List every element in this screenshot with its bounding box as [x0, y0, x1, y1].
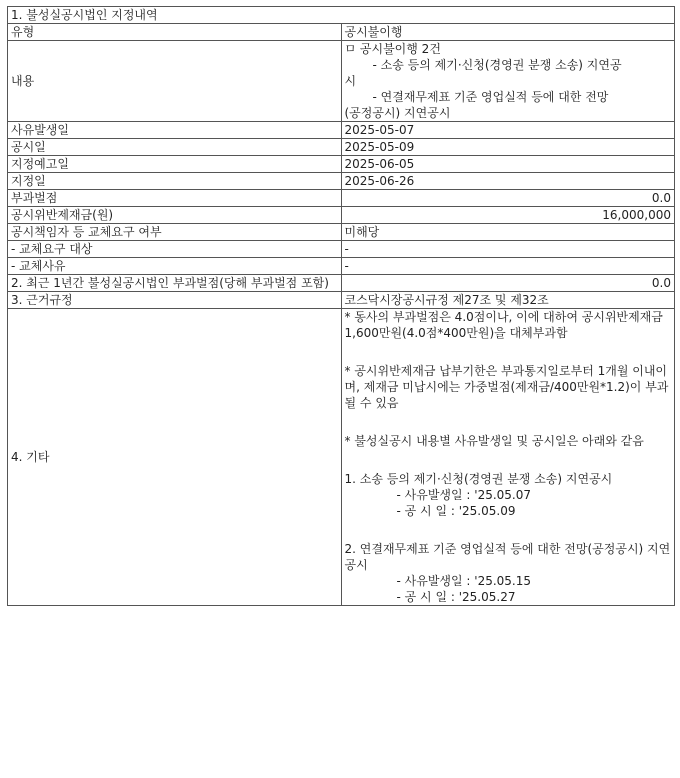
other-gap-2 [345, 411, 672, 433]
other-item1-reason: - 사유발생일 : '25.05.07 [396, 488, 532, 502]
replace-target-row [8, 241, 675, 258]
replace-reason-label: - 교체사유 [8, 258, 342, 275]
penalty-points-label: 부과벌점 [8, 190, 342, 207]
reason-date-label: 사유발생일 [8, 122, 342, 139]
pre-notice-date-row [8, 156, 675, 173]
content-line-1: ㅁ 공시불이행 2건 [344, 42, 441, 56]
content-line-5: (공정공시) 지연공시 [344, 106, 451, 120]
reason-date-row [8, 122, 675, 139]
fine-label: 공시위반제재금(원) [8, 207, 342, 224]
penalty-points-value: 0.0 [341, 190, 675, 207]
recent-points-row [8, 275, 675, 292]
other-gap-1 [345, 341, 672, 363]
other-item2-disclosure: - 공 시 일 : '25.05.27 [396, 590, 516, 604]
replace-request-row [8, 224, 675, 241]
pre-notice-date-value: 2025-06-05 [341, 156, 675, 173]
disclosure-date-label: 공시일 [8, 139, 342, 156]
replace-target-label: - 교체요구 대상 [8, 241, 342, 258]
other-item2-title: 2. 연결재무제표 기준 영업실적 등에 대한 전망(공정공시) 지연공시 [344, 542, 671, 572]
other-item1-title: 1. 소송 등의 제기·신청(경영권 분쟁 소송) 지연공시 [344, 472, 613, 486]
other-para-1: * 동사의 부과벌점은 4.0점이나, 이에 대하여 공시위반제재금 1,600만원(4.0점*400만원)을 대체부과함 [344, 310, 663, 340]
replace-request-value: 미해당 [341, 224, 675, 241]
fine-row [8, 207, 675, 224]
replace-request-label: 공시책임자 등 교체요구 여부 [8, 224, 342, 241]
penalty-points-row [8, 190, 675, 207]
content-label: 내용 [8, 41, 342, 122]
section-title-row [8, 7, 675, 24]
type-row [8, 24, 675, 41]
other-gap-3 [345, 449, 672, 471]
basis-row [8, 292, 675, 309]
replace-reason-value: - [341, 258, 675, 275]
other-para-3: * 불성실공시 내용별 사유발생일 및 공시일은 아래와 같음 [344, 434, 644, 448]
replace-reason-row [8, 258, 675, 275]
basis-label: 3. 근거규정 [8, 292, 342, 309]
other-label: 4. 기타 [8, 309, 342, 606]
disclosure-date-value: 2025-05-09 [341, 139, 675, 156]
content-value [341, 41, 675, 122]
recent-points-value: 0.0 [341, 275, 675, 292]
designation-table [7, 6, 675, 606]
reason-date-value: 2025-05-07 [341, 122, 675, 139]
designation-date-label: 지정일 [8, 173, 342, 190]
designation-date-value: 2025-06-26 [341, 173, 675, 190]
basis-value: 코스닥시장공시규정 제27조 및 제32조 [341, 292, 675, 309]
recent-points-label: 2. 최근 1년간 불성실공시법인 부과벌점(당해 부과벌점 포함) [8, 275, 342, 292]
other-para-2: * 공시위반제재금 납부기한은 부과통지일로부터 1개월 이내이며, 제재금 미납시에는 가중벌점(제재금/400만원*1.2)이 부과될 수 있음 [344, 364, 669, 410]
other-gap-4 [345, 519, 672, 541]
fine-value: 16,000,000 [341, 207, 675, 224]
replace-target-value: - [341, 241, 675, 258]
content-row [8, 41, 675, 122]
section-title: 1. 불성실공시법인 지정내역 [8, 7, 675, 24]
content-line-2: - 소송 등의 제기·신청(경영권 분쟁 소송) 지연공 [372, 58, 622, 72]
type-label: 유형 [8, 24, 342, 41]
pre-notice-date-label: 지정예고일 [8, 156, 342, 173]
other-item1-disclosure: - 공 시 일 : '25.05.09 [396, 504, 516, 518]
other-row [8, 309, 675, 606]
content-line-3: 시 [344, 74, 357, 88]
other-value [341, 309, 675, 606]
disclosure-date-row [8, 139, 675, 156]
content-line-4: - 연결재무제표 기준 영업실적 등에 대한 전망 [372, 90, 609, 104]
type-value: 공시불이행 [341, 24, 675, 41]
disclosure-page [7, 6, 675, 606]
designation-date-row [8, 173, 675, 190]
other-item2-reason: - 사유발생일 : '25.05.15 [396, 574, 532, 588]
